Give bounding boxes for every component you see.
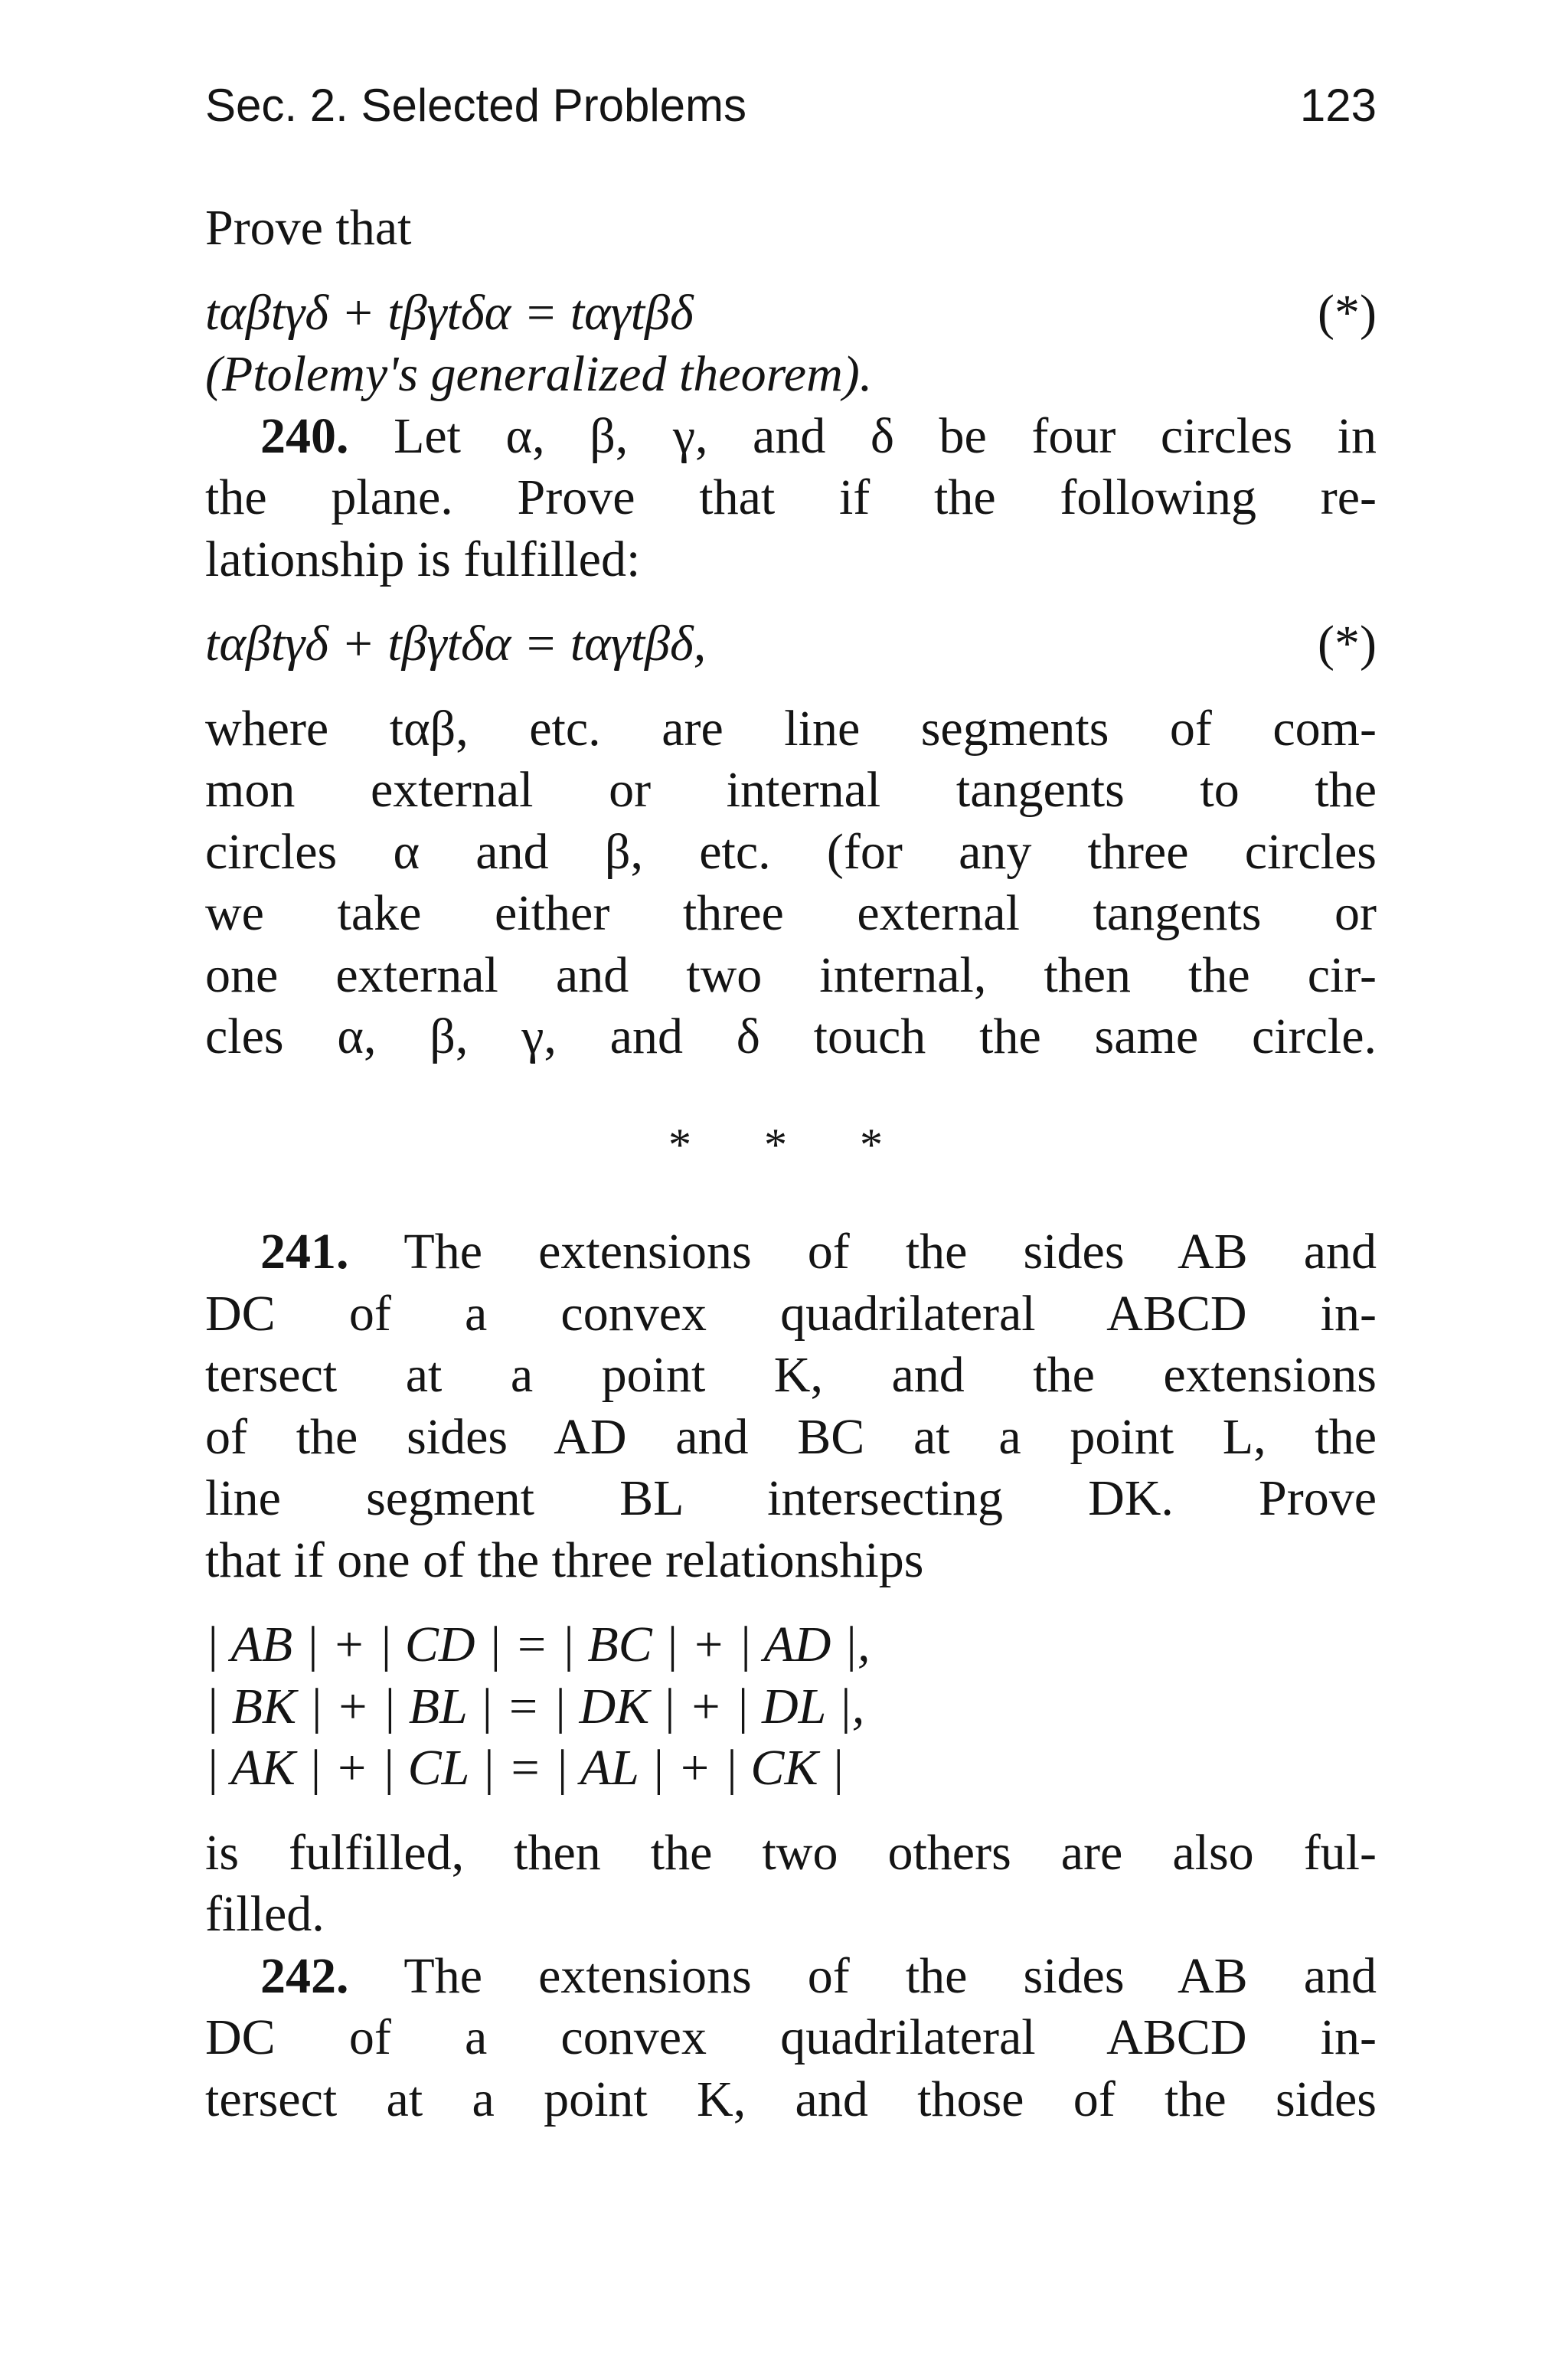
problem-240-line: we take either three external tangents or xyxy=(205,885,1377,941)
problem-241-first-line: 241. The extensions of the sides AB and xyxy=(260,1224,1377,1280)
problem-240-line: lationship is fulfilled: xyxy=(205,531,641,587)
section-separator: * * * xyxy=(668,1119,913,1170)
problem-240-number: 240. xyxy=(260,407,349,464)
problem-241-line: that if one of the three relationships xyxy=(205,1532,924,1588)
problem-240-line: where tαβ, etc. are line segments of com- xyxy=(205,700,1377,757)
relation-line: | AB | + | CD | = | BC | + | AD |, xyxy=(205,1617,871,1672)
problem-242-line: DC of a convex quadrilateral ABCD in- xyxy=(205,2009,1377,2065)
problem-240-first-line: 240. Let α, β, γ, and δ be four circles in xyxy=(260,407,1377,464)
problem-240-formula xyxy=(205,613,1377,675)
problem-241-line: of the sides AD and BC at a point L, the xyxy=(205,1408,1377,1465)
problem-242-first-line: 242. The extensions of the sides AB and xyxy=(260,1947,1377,2004)
formula-tag: (*) xyxy=(1318,284,1377,341)
problem-241-line: line segment BL intersecting DK. Prove xyxy=(205,1470,1377,1526)
relation-line: | BK | + | BL | = | DK | + | DL |, xyxy=(205,1678,865,1734)
relation-line: | AK | + | CL | = | AL | + | CK | xyxy=(205,1740,845,1796)
theorem-note: (Ptolemy's generalized theorem). xyxy=(205,346,873,402)
formula-tag: (*) xyxy=(1318,616,1377,672)
formula-expression: tαβtγδ + tβγtδα = tαγtβδ, xyxy=(205,616,707,672)
page-body xyxy=(205,198,1377,2130)
page-header xyxy=(205,75,1377,136)
prove-that-line: Prove that xyxy=(205,200,412,256)
running-title: Sec. 2. Selected Problems xyxy=(205,80,747,131)
problem-241-line: filled. xyxy=(205,1886,325,1942)
problem-241-number: 241. xyxy=(260,1224,349,1280)
problem-240-line: one external and two internal, then the cir- xyxy=(205,946,1377,1003)
formula-expression: tαβtγδ + tβγtδα = tαγtβδ xyxy=(205,284,694,341)
page-number: 123 xyxy=(1299,80,1377,131)
problem-241-line: DC of a convex quadrilateral ABCD in- xyxy=(205,1285,1377,1342)
problem-241-line: tersect at a point K, and the extensions xyxy=(205,1347,1377,1403)
problem-240-line: cles α, β, γ, and δ touch the same circle. xyxy=(205,1009,1377,1064)
problem-240-line: the plane. Prove that if the following re- xyxy=(205,469,1377,525)
problem-241-line: is fulfilled, then the two others are also ful- xyxy=(205,1824,1377,1881)
problem-240-line: circles α and β, etc. (for any three circles xyxy=(205,823,1377,880)
problem-240-line: mon external or internal tangents to the xyxy=(205,762,1377,818)
ptolemy-formula xyxy=(205,283,1377,345)
problem-242-number: 242. xyxy=(260,1947,349,2004)
problem-242-line: tersect at a point K, and those of the sides xyxy=(205,2071,1377,2127)
